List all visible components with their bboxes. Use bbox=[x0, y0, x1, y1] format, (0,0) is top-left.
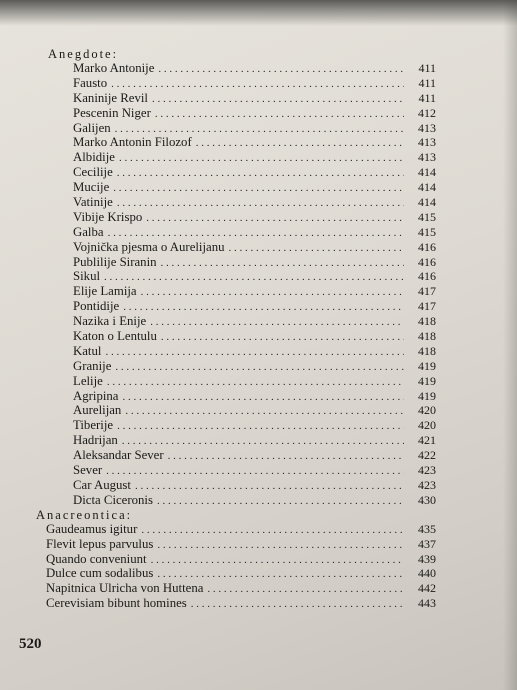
toc-entry-page: 413 bbox=[418, 135, 436, 150]
toc-entry-title: Vatinije bbox=[73, 195, 113, 210]
toc-entry-title: Vibije Krispo bbox=[73, 209, 143, 224]
toc-entry-title: Kaninije Revil bbox=[73, 90, 148, 105]
toc-leader-dots bbox=[229, 241, 404, 256]
toc-leader-dots bbox=[191, 597, 404, 612]
toc-leader-dots bbox=[106, 464, 404, 479]
toc-entry bbox=[36, 135, 436, 150]
toc-entry bbox=[36, 255, 436, 270]
toc-entry-page: 416 bbox=[418, 269, 436, 284]
toc-entry-page: 417 bbox=[418, 284, 436, 299]
toc-entry bbox=[36, 150, 436, 165]
toc-leader-dots bbox=[135, 479, 404, 494]
toc-entry-title: Katon o Lentulu bbox=[73, 329, 157, 344]
toc-entry-page: 420 bbox=[418, 403, 436, 418]
toc-entry-title: Aleksandar Sever bbox=[73, 448, 164, 463]
toc-entry bbox=[36, 374, 436, 389]
toc-entry-page: 419 bbox=[418, 388, 436, 403]
toc-entry bbox=[36, 299, 436, 314]
toc-entry-title: Cerevisiam bibunt homines bbox=[46, 596, 187, 611]
toc-entry-title: Pontidije bbox=[73, 299, 120, 314]
toc-entry-page: 411 bbox=[418, 90, 436, 105]
toc-entry bbox=[36, 180, 436, 195]
toc-entry bbox=[36, 121, 436, 136]
toc-entry-page: 418 bbox=[418, 343, 436, 358]
toc-entry-page: 416 bbox=[418, 239, 436, 254]
toc-leader-dots bbox=[157, 567, 404, 582]
toc-entry bbox=[36, 537, 436, 552]
toc-entry-page: 415 bbox=[418, 209, 436, 224]
toc-entry bbox=[36, 566, 436, 581]
toc-entry-title: Gaudeamus igitur bbox=[46, 521, 138, 536]
toc-entry bbox=[36, 596, 436, 611]
toc-entry bbox=[36, 493, 436, 508]
toc-leader-dots bbox=[119, 151, 404, 166]
toc-leader-dots bbox=[155, 107, 404, 122]
toc-entry-title: Flevit lepus parvulus bbox=[46, 536, 154, 551]
toc-entry-title: Sever bbox=[73, 463, 103, 478]
toc-leader-dots bbox=[117, 196, 404, 211]
toc-leader-dots bbox=[141, 523, 404, 538]
toc-entry bbox=[36, 389, 436, 404]
toc-leader-dots bbox=[117, 166, 404, 181]
toc-entry-page: 414 bbox=[418, 180, 436, 195]
toc-leader-dots bbox=[122, 434, 404, 449]
toc-leader-dots bbox=[157, 494, 404, 509]
toc-entry-title: Cecilije bbox=[73, 165, 113, 180]
toc-entry bbox=[36, 195, 436, 210]
toc-entry-title: Granije bbox=[73, 358, 112, 373]
toc-entry-title: Dicta Ciceronis bbox=[73, 492, 153, 507]
toc-entry-title: Albidije bbox=[73, 150, 115, 165]
toc-entry-title: Publilije Siranin bbox=[73, 254, 157, 269]
toc-entry bbox=[36, 463, 436, 478]
toc-entry-page: 419 bbox=[418, 373, 436, 388]
toc-entry bbox=[36, 91, 436, 106]
section-heading-anegdote: Anegdote: bbox=[48, 47, 119, 61]
toc-entry bbox=[36, 403, 436, 418]
toc-entry bbox=[36, 478, 436, 493]
section-anegdote-list bbox=[36, 61, 436, 508]
section-anacreontica-list bbox=[36, 522, 436, 611]
toc-leader-dots bbox=[161, 330, 404, 345]
toc-entry bbox=[36, 552, 436, 567]
toc-entry bbox=[36, 314, 436, 329]
toc-entry-page: 422 bbox=[418, 448, 436, 463]
toc-leader-dots bbox=[108, 226, 404, 241]
toc-leader-dots bbox=[196, 136, 404, 151]
toc-entry-title: Sikul bbox=[73, 269, 101, 284]
toc-entry bbox=[36, 76, 436, 91]
toc-entry bbox=[36, 418, 436, 433]
toc-entry-title: Aurelijan bbox=[73, 403, 122, 418]
toc-entry-page: 442 bbox=[418, 581, 436, 596]
toc-entry-page: 416 bbox=[418, 254, 436, 269]
toc-entry-title: Quando conveniunt bbox=[46, 551, 147, 566]
toc-entry-title: Dulce cum sodalibus bbox=[46, 566, 154, 581]
toc-leader-dots bbox=[150, 315, 404, 330]
toc-entry-page: 413 bbox=[418, 150, 436, 165]
toc-entry-page: 443 bbox=[418, 596, 436, 611]
toc-entry-title: Agripina bbox=[73, 388, 119, 403]
toc-leader-dots bbox=[113, 181, 404, 196]
toc-entry bbox=[36, 165, 436, 180]
toc-entry bbox=[36, 106, 436, 121]
toc-entry-page: 439 bbox=[418, 551, 436, 566]
toc-leader-dots bbox=[146, 211, 404, 226]
toc-entry-title: Hadrijan bbox=[73, 433, 118, 448]
toc-entry-title: Pescenin Niger bbox=[73, 105, 151, 120]
toc-entry-title: Tiberije bbox=[73, 418, 114, 433]
table-of-contents bbox=[36, 48, 436, 611]
toc-entry-page: 415 bbox=[418, 224, 436, 239]
toc-entry-page: 435 bbox=[418, 521, 436, 536]
toc-entry-page: 412 bbox=[418, 105, 436, 120]
toc-entry-page: 420 bbox=[418, 418, 436, 433]
toc-entry-page: 414 bbox=[418, 195, 436, 210]
toc-entry-page: 414 bbox=[418, 165, 436, 180]
toc-entry-title: Marko Antonin Filozof bbox=[73, 135, 192, 150]
toc-entry-page: 413 bbox=[418, 120, 436, 135]
toc-entry-title: Katul bbox=[73, 343, 102, 358]
page-edge-shadow bbox=[503, 0, 517, 690]
toc-entry-title: Napitnica Ulricha von Huttena bbox=[46, 581, 204, 596]
toc-entry-page: 440 bbox=[418, 566, 436, 581]
page-number: 520 bbox=[19, 636, 42, 652]
toc-entry-page: 423 bbox=[418, 463, 436, 478]
toc-leader-dots bbox=[123, 300, 404, 315]
toc-entry-title: Mucije bbox=[73, 180, 110, 195]
toc-entry bbox=[36, 240, 436, 255]
toc-entry-page: 430 bbox=[418, 492, 436, 507]
toc-entry-title: Fausto bbox=[73, 75, 108, 90]
toc-entry bbox=[36, 61, 436, 76]
toc-leader-dots bbox=[107, 375, 404, 390]
toc-entry-page: 418 bbox=[418, 329, 436, 344]
toc-entry-title: Marko Antonije bbox=[73, 61, 155, 75]
toc-leader-dots bbox=[111, 77, 404, 92]
toc-entry bbox=[36, 210, 436, 225]
toc-entry-title: Vojnička pjesma o Aurelijanu bbox=[73, 239, 225, 254]
toc-leader-dots bbox=[168, 449, 404, 464]
toc-leader-dots bbox=[157, 538, 404, 553]
toc-entry-page: 421 bbox=[418, 433, 436, 448]
toc-entry bbox=[36, 522, 436, 537]
toc-leader-dots bbox=[123, 390, 405, 405]
page-top-shadow bbox=[0, 0, 517, 26]
toc-leader-dots bbox=[105, 345, 404, 360]
toc-entry-page: 417 bbox=[418, 299, 436, 314]
toc-entry bbox=[36, 359, 436, 374]
toc-entry bbox=[36, 329, 436, 344]
toc-entry bbox=[36, 344, 436, 359]
toc-leader-dots bbox=[125, 404, 404, 419]
toc-entry-page: 411 bbox=[418, 61, 436, 75]
toc-leader-dots bbox=[104, 270, 404, 285]
toc-entry-page: 423 bbox=[418, 477, 436, 492]
toc-entry-title: Galba bbox=[73, 224, 104, 239]
toc-leader-dots bbox=[141, 285, 404, 300]
toc-entry-page: 419 bbox=[418, 358, 436, 373]
toc-leader-dots bbox=[207, 582, 404, 597]
toc-entry-page: 411 bbox=[418, 75, 436, 90]
toc-entry-title: Nazika i Enije bbox=[73, 314, 147, 329]
toc-leader-dots bbox=[161, 256, 404, 271]
toc-entry bbox=[36, 433, 436, 448]
toc-entry-title: Lelije bbox=[73, 373, 103, 388]
toc-leader-dots bbox=[152, 92, 404, 107]
toc-entry-title: Car August bbox=[73, 477, 131, 492]
toc-entry-page: 418 bbox=[418, 314, 436, 329]
toc-entry-title: Galijen bbox=[73, 120, 111, 135]
toc-entry-page: 437 bbox=[418, 536, 436, 551]
toc-entry bbox=[36, 284, 436, 299]
toc-entry bbox=[36, 448, 436, 463]
toc-leader-dots bbox=[115, 360, 404, 375]
toc-entry bbox=[36, 269, 436, 284]
section-heading-anacreontica: Anacreontica: bbox=[36, 507, 133, 522]
toc-leader-dots bbox=[115, 122, 404, 137]
toc-leader-dots bbox=[117, 419, 404, 434]
toc-leader-dots bbox=[151, 553, 404, 568]
toc-leader-dots bbox=[158, 62, 404, 77]
toc-entry bbox=[36, 581, 436, 596]
toc-entry bbox=[36, 225, 436, 240]
toc-entry-title: Elije Lamija bbox=[73, 284, 137, 299]
